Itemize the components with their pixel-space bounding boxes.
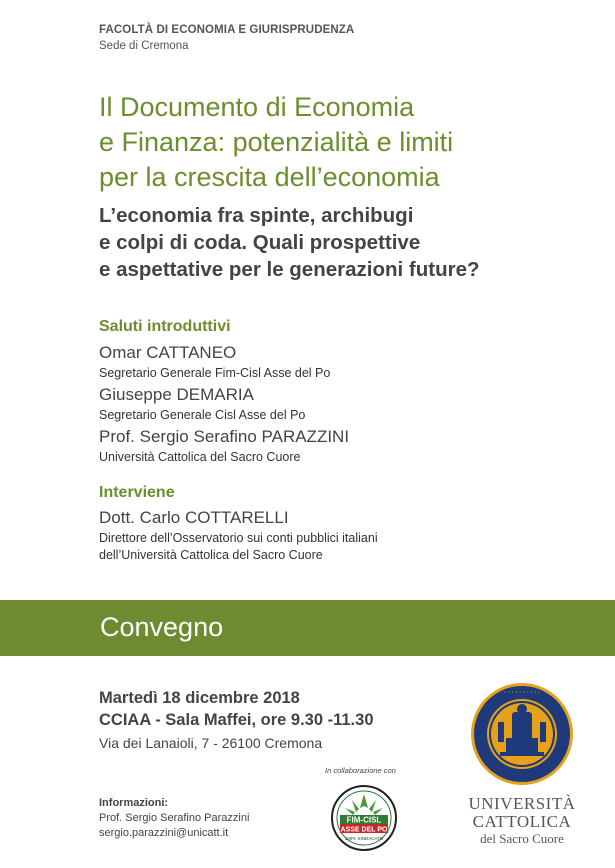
fim-logo-line1: FIM-CISL — [346, 815, 382, 825]
fim-cisl-logo — [330, 784, 398, 852]
keynote-role: Direttore dell’Osservatorio sui conti pubblici italiani — [99, 531, 378, 545]
greetings-heading: Saluti introduttivi — [99, 318, 231, 335]
speaker-role: Università Cattolica del Sacro Cuore — [99, 450, 301, 464]
event-title-line: Il Documento di Economia — [99, 92, 415, 122]
speaker-name: Prof. Sergio Serafino PARAZZINI — [99, 427, 350, 446]
event-subtitle-line: L’economia fra spinte, archibugi — [99, 204, 414, 227]
university-seal — [470, 682, 574, 786]
info-contact-name: Prof. Sergio Serafino Parazzini — [99, 812, 250, 824]
event-subtitle — [99, 202, 599, 283]
keynote-heading: Interviene — [99, 484, 175, 501]
event-date: Martedì 18 dicembre 2018 — [99, 689, 300, 707]
info-email[interactable]: sergio.parazzini@unicatt.it — [99, 827, 229, 839]
collaboration-label: In collaborazione con — [325, 766, 396, 775]
fim-logo-line2: ASSE DEL PO — [340, 826, 388, 834]
faculty-seat: Sede di Cremona — [99, 40, 189, 52]
speaker-name: Omar CATTANEO — [99, 343, 237, 362]
university-name-line2: CATTOLICA — [472, 812, 572, 831]
university-name-line3: del Sacro Cuore — [480, 831, 564, 846]
event-venue: CCIAA - Sala Maffei, ore 9.30 -11.30 — [99, 711, 374, 729]
event-title-line: e Finanza: potenzialità e limiti — [99, 127, 454, 157]
conference-label: Convegno — [100, 612, 224, 642]
university-name — [459, 795, 585, 846]
speaker-role: Segretario Generale Cisl Asse del Po — [99, 408, 306, 422]
university-name-line1: UNIVERSITÀ — [468, 794, 576, 813]
event-subtitle-line: e aspettative per le generazioni future? — [99, 258, 480, 281]
keynote-name: Dott. Carlo COTTARELLI — [99, 508, 289, 527]
conference-band — [0, 600, 615, 656]
svg-text:· · · · · · · · · ·: · · · · · · · · · · — [503, 689, 541, 696]
event-address: Via dei Lanaioli, 7 - 26100 Cremona — [99, 735, 323, 751]
speaker-name: Giuseppe DEMARIA — [99, 385, 254, 404]
event-subtitle-line: e colpi di coda. Quali prospettive — [99, 231, 421, 254]
info-heading: Informazioni: — [99, 797, 169, 809]
keynote-role: dell’Università Cattolica del Sacro Cuore — [99, 548, 323, 562]
speaker-role: Segretario Generale Fim-Cisl Asse del Po — [99, 366, 331, 380]
event-title-line: per la crescita dell’economia — [99, 162, 440, 192]
fim-logo-line3: 100% SINDACATO — [344, 836, 384, 841]
event-title — [99, 90, 599, 195]
faculty-name: FACOLTÀ DI ECONOMIA E GIURISPRUDENZA — [99, 24, 355, 36]
